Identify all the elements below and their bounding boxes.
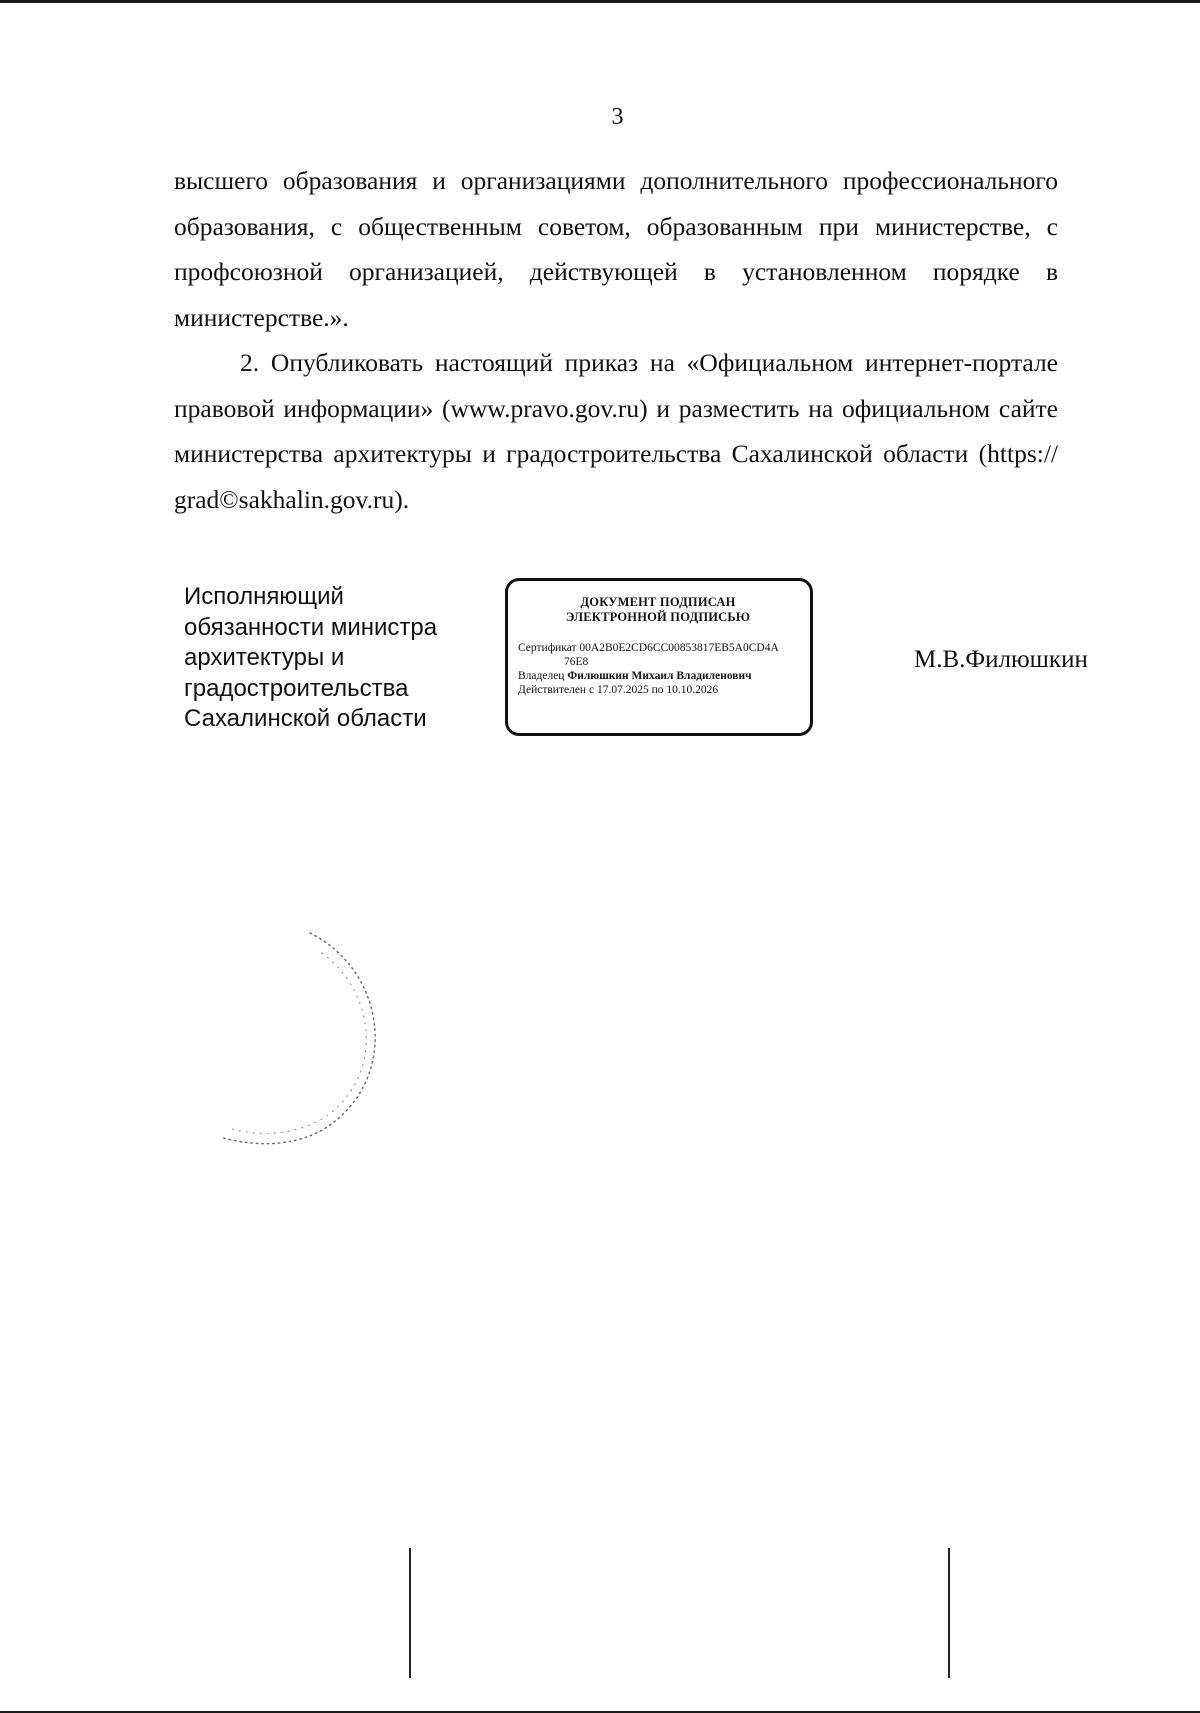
scan-artifact-arc: [210, 925, 430, 1165]
stamp-owner-value: Филюшкин Михаил Владиленович: [567, 670, 752, 682]
document-body: [174, 158, 1058, 522]
signer-position-line: градостроительства: [184, 674, 409, 702]
signer-position-line: Исполняющий: [184, 583, 344, 610]
electronic-signature-stamp: [505, 578, 813, 736]
signer-position-line: Сахалинской области: [184, 705, 427, 732]
signer-name: М.В.Филюшкин: [914, 646, 1088, 673]
scan-line-right: [948, 1548, 950, 1678]
paragraph-continuation: высшего образования и организациями дополнительного профессионального образования, с общественным советом, образованным при министерстве, с профсоюзной организацией, действующей в установленном порядке в министерстве.».: [174, 166, 1058, 332]
top-border-line: [0, 0, 1200, 3]
stamp-validity: Действителен с 17.07.2025 по 10.10.2026: [518, 684, 719, 696]
stamp-owner-row: [518, 669, 798, 683]
stamp-owner-label: Владелец: [518, 670, 565, 682]
signer-position-line: обязанности министра: [184, 613, 438, 641]
stamp-certificate-row: [518, 641, 798, 655]
stamp-certificate-value: 00A2B0E2CD6CC00853817EB5A0CD4A: [579, 642, 779, 654]
stamp-certificate-tail: 76E8: [564, 656, 589, 668]
paragraph-item-2: 2. Опубликовать настоящий приказ на «Официальном интернет-портале правовой информации» (www.pravo.gov.ru) и разместить на официальном сайте министерства архитектуры и градостроительства Сахалинской области (https:// grad©sakhalin.gov.ru).: [174, 348, 1058, 514]
stamp-heading-line: ДОКУМЕНТ ПОДПИСАН: [580, 595, 736, 609]
stamp-certificate-label: Сертификат: [518, 642, 577, 654]
signer-position: [184, 582, 474, 735]
scan-line-left: [409, 1548, 411, 1678]
stamp-heading-line: ЭЛЕКТРОННОЙ ПОДПИСЬЮ: [565, 610, 751, 624]
signer-position-line: архитектуры и: [184, 644, 345, 671]
page-number: 3: [611, 104, 624, 130]
